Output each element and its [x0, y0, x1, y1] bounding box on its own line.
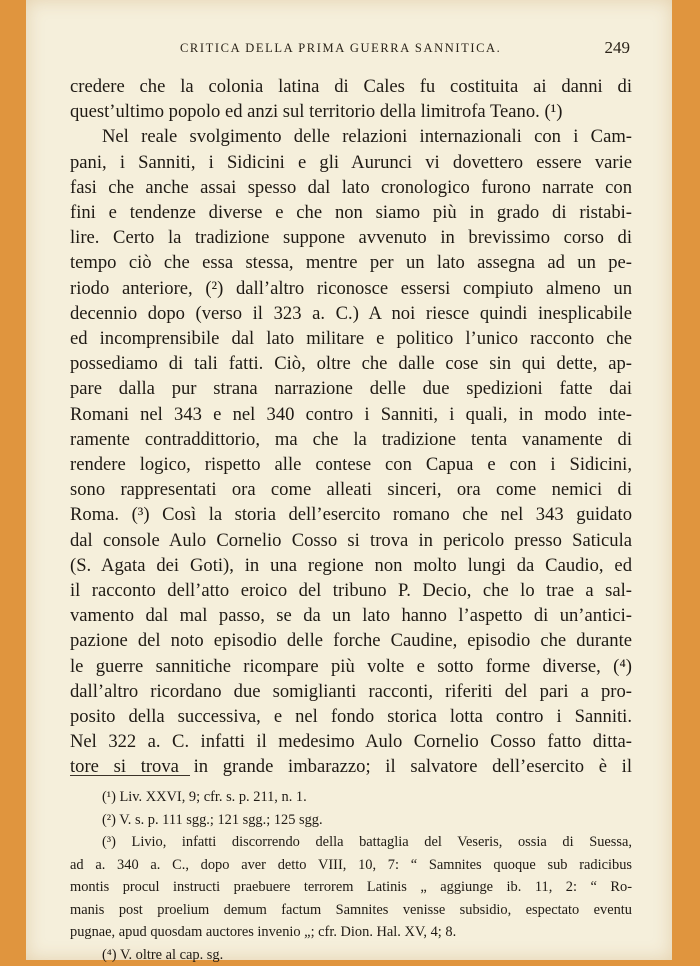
- text-line: riodo anteriore, (²) dall’altro riconosce essersi compiuto almeno un: [70, 276, 632, 301]
- text-line: fasi che anche assai spesso dal lato cronologico furono narrate con: [70, 175, 632, 200]
- text-line: credere che la colonia latina di Cales fu costituita ai danni di: [70, 74, 632, 99]
- text-line: le guerre sannitiche ricompare più volte e sotto forme diverse, (⁴): [70, 654, 632, 679]
- text-line: pazione del noto episodio delle forche Caudine, episodio che durante: [70, 628, 632, 653]
- text-line: tore si trova in grande imbarazzo; il salvatore dell’esercito è il: [70, 754, 632, 779]
- running-title: CRITICA DELLA PRIMA GUERRA SANNITICA.: [180, 41, 501, 56]
- text-line: rendere logico, rispetto alle contese con Capua e con i Sidicini,: [70, 452, 632, 477]
- footnote-line: pugnae, apud quosdam auctores invenio „; cfr. Dion. Hal. XV, 4; 8.: [70, 921, 632, 944]
- text-line: pani, i Sanniti, i Sidicini e gli Aurunci vi dovettero essere varie: [70, 150, 632, 175]
- page-number: 249: [605, 38, 631, 58]
- text-line: (S. Agata dei Goti), in una regione non molto lungi da Caudio, ed: [70, 553, 632, 578]
- text-line: pare dalla pur strana narrazione delle due spedizioni fatte dai: [70, 376, 632, 401]
- text-line: quest’ultimo popolo ed anzi sul territorio della limitrofa Teano. (¹): [70, 99, 632, 124]
- text-line: possediamo di tali fatti. Ciò, oltre che dalle cose sin qui dette, ap-: [70, 351, 632, 376]
- body-text: [70, 74, 632, 780]
- text-line: lire. Certo la tradizione suppone avvenuto in brevissimo corso di: [70, 225, 632, 250]
- text-line: dall’altro ricordano due somiglianti racconti, riferiti del pari a pro-: [70, 679, 632, 704]
- text-line: il racconto dell’atto eroico del tribuno P. Decio, che lo trae a sal-: [70, 578, 632, 603]
- page-header: [26, 38, 672, 62]
- text-line: ed incomprensibile dal lato militare e politico l’unico racconto che: [70, 326, 632, 351]
- text-line: posito della successiva, e nel fondo storica lotta contro i Sanniti.: [70, 704, 632, 729]
- text-line: Romani nel 343 e nel 340 contro i Sanniti, i quali, in modo inte-: [70, 402, 632, 427]
- text-line: tempo ciò che essa stessa, mentre per un lato assegna ad un pe-: [70, 250, 632, 275]
- footnote-divider: [70, 775, 190, 776]
- footnotes: [70, 786, 632, 966]
- text-line: fini e tendenze diverse e che non siamo più in grado di ristabi-: [70, 200, 632, 225]
- footnote-line: (¹) Liv. XXVI, 9; cfr. s. p. 211, n. 1.: [70, 786, 632, 809]
- footnote-line: (²) V. s. p. 111 sgg.; 121 sgg.; 125 sgg.: [70, 809, 632, 832]
- footnote-line: (⁴) V. oltre al cap. sg.: [70, 944, 632, 966]
- text-line: ramente contraddittorio, ma che la tradizione tenta vanamente di: [70, 427, 632, 452]
- footnote-line: manis post proelium demum factum Samnites venisse subsidio, espectato eventu: [70, 899, 632, 922]
- text-line: sono rappresentati ora come alleati sinceri, ora come nemici di: [70, 477, 632, 502]
- text-line: Roma. (³) Così la storia dell’esercito romano che nel 343 guidato: [70, 502, 632, 527]
- footnote-line: ad a. 340 a. C., dopo aver detto VIII, 10, 7: “ Samnites quoque sub radicibus: [70, 854, 632, 877]
- text-line: Nel 322 a. C. infatti il medesimo Aulo Cornelio Cosso fatto ditta-: [70, 729, 632, 754]
- text-line: Nel reale svolgimento delle relazioni internazionali con i Cam-: [70, 124, 632, 149]
- footnote-line: montis procul instructi praebuere terrorem Latinis „ aggiunge ib. 11, 2: “ Ro-: [70, 876, 632, 899]
- text-line: vamento dal mal passo, se da un lato hanno l’aspetto di un’antici-: [70, 603, 632, 628]
- text-line: decennio dopo (verso il 323 a. C.) A noi riesce quindi inesplicabile: [70, 301, 632, 326]
- text-line: dal console Aulo Cornelio Cosso si trova in pericolo presso Saticula: [70, 528, 632, 553]
- footnote-line: (³) Livio, infatti discorrendo della battaglia del Veseris, ossia di Suessa,: [70, 831, 632, 854]
- book-page: [26, 0, 672, 960]
